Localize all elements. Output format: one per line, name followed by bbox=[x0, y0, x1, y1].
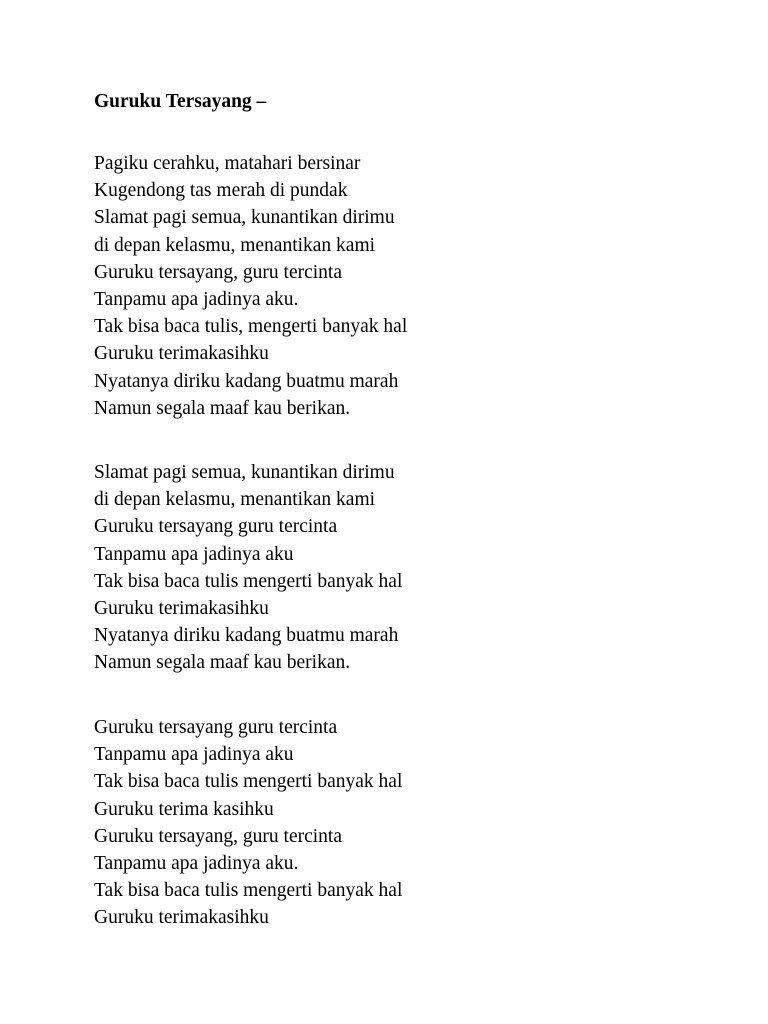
poem-line: Guruku terimakasihku bbox=[94, 343, 269, 365]
poem-line: Guruku tersayang, guru tercinta bbox=[94, 825, 342, 847]
stanza-3 bbox=[94, 714, 402, 932]
poem-line: Tanpamu apa jadinya aku bbox=[94, 543, 294, 565]
poem-line: Tak bisa baca tulis mengerti banyak hal bbox=[94, 771, 403, 793]
poem-title: Guruku Tersayang – bbox=[94, 91, 267, 112]
poem-line: Namun segala maaf kau berikan. bbox=[94, 397, 351, 419]
poem-line: Guruku tersayang, guru tercinta bbox=[94, 261, 342, 283]
poem-line: Guruku terima kasihku bbox=[94, 798, 274, 820]
poem-line: Namun segala maaf kau berikan. bbox=[94, 652, 351, 674]
poem-line: Nyatanya diriku kadang buatmu marah bbox=[94, 370, 399, 392]
poem-line: Pagiku cerahku, matahari bersinar bbox=[94, 153, 361, 174]
poem-line: Nyatanya diriku kadang buatmu marah bbox=[94, 625, 399, 647]
poem-line: Tak bisa baca tulis mengerti banyak hal bbox=[94, 570, 403, 592]
stanza-1 bbox=[94, 150, 407, 422]
poem-line: Tak bisa baca tulis, mengerti banyak hal bbox=[94, 316, 408, 338]
poem-line: Guruku terimakasihku bbox=[94, 907, 269, 929]
poem-line: di depan kelasmu, menantikan kami bbox=[94, 234, 376, 256]
poem-line: Guruku tersayang guru tercinta bbox=[94, 516, 338, 538]
poem-line: Guruku terimakasihku bbox=[94, 598, 269, 620]
poem-line: Kugendong tas merah di pundak bbox=[94, 180, 348, 202]
poem-line: Slamat pagi semua, kunantikan dirimu bbox=[94, 207, 395, 229]
poem-line: Slamat pagi semua, kunantikan dirimu bbox=[94, 462, 395, 483]
poem-line: Tak bisa baca tulis mengerti banyak hal bbox=[94, 880, 403, 902]
poem-line: Tanpamu apa jadinya aku. bbox=[94, 289, 299, 311]
poem-line: Tanpamu apa jadinya aku bbox=[94, 744, 294, 766]
poem-line: di depan kelasmu, menantikan kami bbox=[94, 489, 376, 511]
poem-line: Tanpamu apa jadinya aku. bbox=[94, 853, 299, 875]
poem-line: Guruku tersayang guru tercinta bbox=[94, 717, 338, 738]
stanza-2 bbox=[94, 459, 402, 677]
